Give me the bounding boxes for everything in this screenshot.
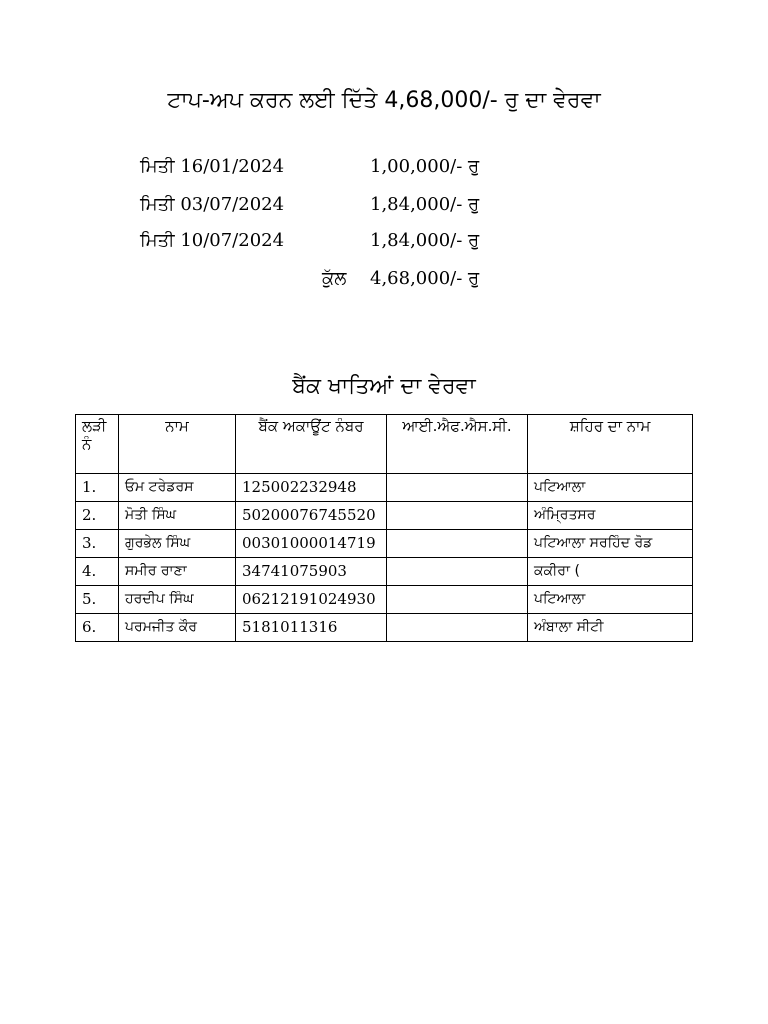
account-cell: 50200076745520 [236,502,387,530]
payment-amount: 1,00,000/- [370,156,463,177]
name-cell: ਗੁਰਭੇਲ ਸਿੰਘ [119,530,236,558]
payment-row [0,152,768,182]
name-cell: ਹਰਦੀਪ ਸਿੰਘ [119,586,236,614]
total-label: ਕੁੱਲ [322,268,347,289]
city-cell: ਪਟਿਆਲਾ [528,586,693,614]
payment-amount: 1,84,000/- [370,194,463,215]
page-title: ਟਾਪ-ਅਪ ਕਰਨ ਲਈ ਦਿੱਤੇ 4,68,000/- ਰੁ ਦਾ ਵੇਰਵਾ [167,88,601,113]
serial-cell: 5. [76,586,119,614]
header-account-number: ਬੈਂਕ ਅਕਾਊਂਟ ਨੰਬਰ [236,415,387,474]
total-amount: 4,68,000/- [370,268,463,289]
city-cell: ਕਕੀਰਾ ( [528,558,693,586]
payment-date-label: ਮਿਤੀ [140,230,175,251]
header-ifsc: ਆਈ.ਐਫ.ਐਸ.ਸੀ. [387,415,528,474]
account-cell: 00301000014719 [236,530,387,558]
name-cell: ਸਮੀਰ ਰਾਣਾ [119,558,236,586]
table-row [76,474,693,502]
name-cell: ਪਰਮਜੀਤ ਕੌਰ [119,614,236,642]
payment-date: 10/07/2024 [180,230,285,251]
payment-amount: 1,84,000/- [370,230,463,251]
account-cell: 5181011316 [236,614,387,642]
table-row [76,586,693,614]
table-row [76,614,693,642]
table-row [76,558,693,586]
ifsc-cell [387,614,528,642]
table-row [76,530,693,558]
payment-date: 03/07/2024 [180,194,285,215]
account-cell: 34741075903 [236,558,387,586]
header-name: ਨਾਮ [119,415,236,474]
serial-cell: 6. [76,614,119,642]
ifsc-cell [387,530,528,558]
payment-unit: ਰੁ [468,230,480,251]
city-cell: ਅੰਬਾਲਾ ਸੀਟੀ [528,614,693,642]
header-city: ਸ਼ਹਿਰ ਦਾ ਨਾਮ [528,415,693,474]
city-cell: ਪਟਿਆਲਾ ਸਰਹਿੰਦ ਰੋਡ [528,530,693,558]
city-cell: ਪਟਿਆਲਾ [528,474,693,502]
serial-cell: 1. [76,474,119,502]
serial-cell: 4. [76,558,119,586]
name-cell: ਮੋਤੀ ਸਿੰਘ [119,502,236,530]
total-unit: ਰੁ [468,268,480,289]
section-title: ਬੈਂਕ ਖਾਤਿਆਂ ਦਾ ਵੇਰਵਾ [292,374,476,399]
payment-row [0,190,768,220]
serial-cell: 2. [76,502,119,530]
header-serial-no: ਲੜੀ ਨੰ [76,415,119,474]
ifsc-cell [387,474,528,502]
total-row [0,264,768,294]
bank-accounts-table [75,414,693,642]
ifsc-cell [387,558,528,586]
payment-date-label: ਮਿਤੀ [140,194,175,215]
payment-unit: ਰੁ [468,156,480,177]
serial-cell: 3. [76,530,119,558]
payment-date: 16/01/2024 [180,156,285,177]
payment-date-label: ਮਿਤੀ [140,156,175,177]
ifsc-cell [387,502,528,530]
city-cell: ਅੰਮ੍ਰਿਤਸਰ [528,502,693,530]
account-cell: 125002232948 [236,474,387,502]
table-header-row [76,415,693,474]
name-cell: ਓਮ ਟਰੇਡਰਸ [119,474,236,502]
account-cell: 06212191024930 [236,586,387,614]
table-row [76,502,693,530]
payment-row [0,226,768,256]
payment-unit: ਰੁ [468,194,480,215]
ifsc-cell [387,586,528,614]
